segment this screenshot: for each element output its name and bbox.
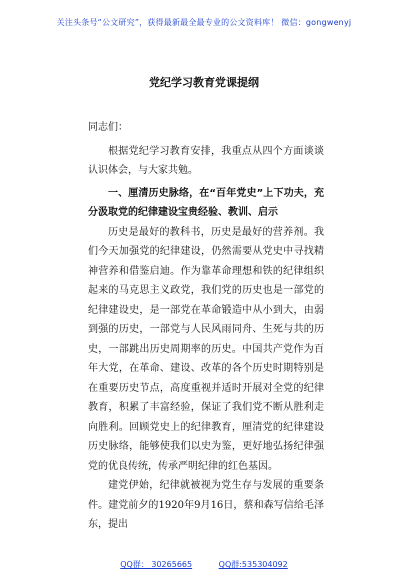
header-banner: 关注头条号“公文研究”，获得最新最全最专业的公文资料库！ 微信：gongwenyj	[56, 18, 352, 27]
section-heading-1: 一、厘清历史脉络，在“百年党史”上下功夫，充分汲取党的纪律建设宝贵经验、教训、启示	[88, 187, 324, 218]
greeting: 同志们：	[88, 122, 128, 133]
paragraph-1: 历史是最好的教科书，历史是最好的营养剂。我们今天加强党的纪律建设，仍然需要从党史中寻找精神营养和借鉴启迪。作为靠革命理想和铁的纪律组织起来的马克思主义政党，我们党的历史也是一部党的纪律建设史，是一部党在革命锻造中从小到大，由弱到强的历史，一部党与人民风雨同舟、生死与共的历史，一部跳出历史周期率的历史。中国共产党作为百年大党，在革命、建设、改革的各个历史时期特别是在重要历史节点，高度重视并适时开展对全党的纪律教育，积累了丰富经验，保证了我们党不断从胜利走向胜利。回顾党史上的纪律教育，厘清党的纪律建设历史脉络，能够使我们以史为鉴，更好地弘扬纪律强党的优良传统，传承严明纪律的红色基因。	[88, 226, 324, 472]
qq-group-1[interactable]: QQ群： 30265665	[120, 560, 193, 569]
intro-paragraph: 根据党纪学习教育安排，我重点从四个方面谈谈认识体会，与大家共勉。	[88, 145, 324, 176]
footer-banner	[0, 559, 408, 570]
qq-group-2[interactable]: QQ群:535304092	[218, 560, 288, 569]
document-title: 党纪学习教育党课提纲	[149, 76, 259, 89]
document-body	[88, 118, 324, 535]
paragraph-2: 建党伊始，纪律就被视为党生存与发展的重要条件。建党前夕的1920年9月16日，蔡和森写信给毛泽东，提出	[88, 480, 324, 530]
